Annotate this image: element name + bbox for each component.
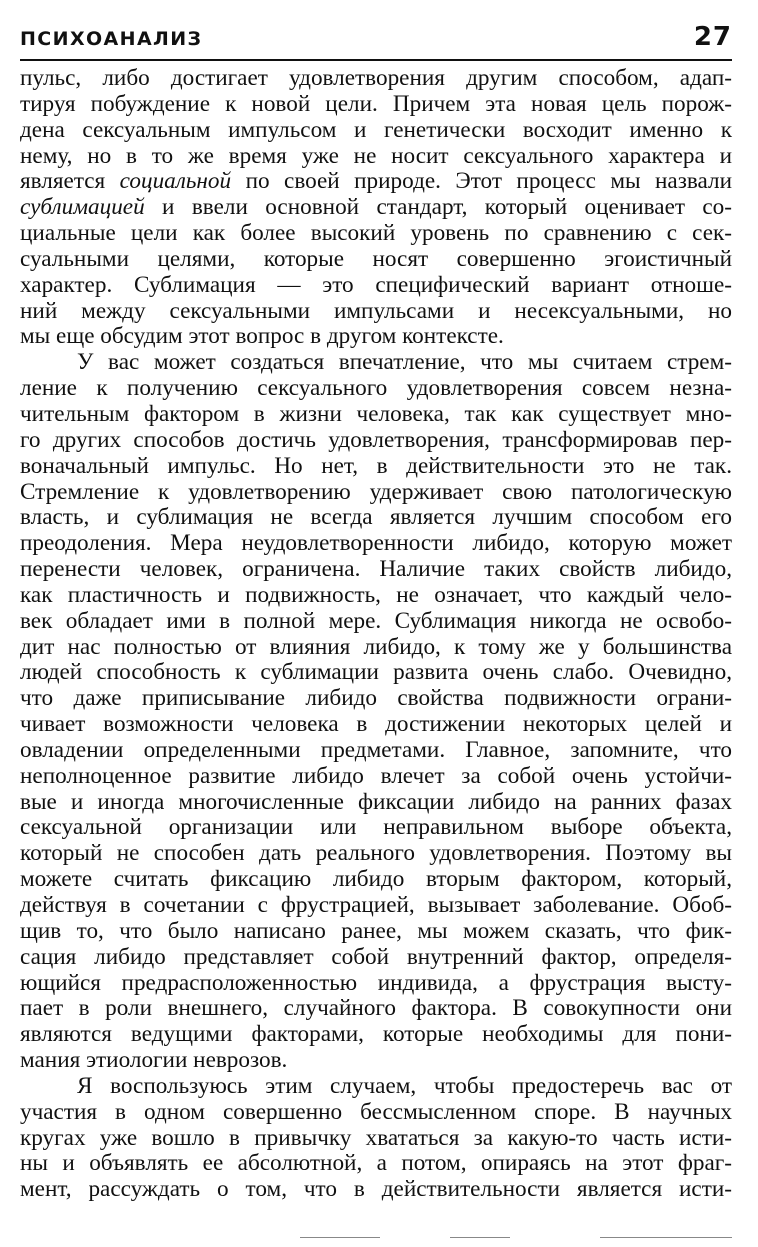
text-line	[20, 1100, 732, 1126]
text-run: дит нас полностью от влияния либидо, к тому же у большинства	[20, 633, 732, 660]
text-run: вые и иногда многочисленные фиксации либидо на ранних фазах	[20, 788, 732, 815]
text-line	[20, 557, 732, 583]
text-line	[20, 92, 732, 118]
text-run: можете считать фиксацию либидо вторым фактором, который,	[20, 866, 732, 893]
page-header	[20, 22, 732, 58]
text-line	[20, 583, 732, 609]
text-line	[20, 919, 732, 945]
text-line	[20, 867, 732, 893]
text-run: овладении определенными предметами. Главное, запомните, что	[20, 736, 732, 763]
text-line	[20, 480, 732, 506]
footer-scan-marks	[300, 1237, 732, 1241]
text-run: сексуальной организации или неправильном выборе объекта,	[20, 814, 732, 841]
text-line	[20, 945, 732, 971]
text-line	[20, 635, 732, 661]
text-run: людей способность к сублимации развита очень слабо. Очевидно,	[20, 659, 732, 686]
text-run: являются ведущими факторами, которые необходимы для пони-	[20, 1021, 732, 1048]
text-line	[20, 350, 732, 376]
text-line	[20, 247, 732, 273]
text-run: мы еще обсудим этот вопрос в другом контексте.	[20, 323, 504, 350]
text-run: как пластичность и подвижность, не означает, что каждый чело-	[20, 581, 732, 608]
text-run: власть, и сублимация не всегда является лучшим способом его	[20, 504, 732, 531]
text-line	[20, 1022, 732, 1048]
text-run: чивает возможности человека в достижении некоторых целей и	[20, 711, 732, 738]
text-line	[20, 531, 732, 557]
text-line	[20, 841, 732, 867]
text-line	[20, 1177, 732, 1203]
paragraph	[20, 66, 732, 350]
text-line	[20, 1151, 732, 1177]
text-run: мент, рассуждать о том, что в действительности является исти-	[20, 1176, 732, 1203]
text-run: ний между сексуальными импульсами и несексуальными, но	[20, 297, 732, 324]
text-line	[20, 454, 732, 480]
text-run: суальными целями, которые носят совершенно эгоистичный	[20, 245, 732, 272]
text-line	[20, 815, 732, 841]
text-run: является	[20, 168, 120, 195]
text-line	[20, 324, 732, 350]
text-line	[20, 738, 732, 764]
text-line	[20, 790, 732, 816]
text-run: по своей природе. Этот процесс мы назвали	[231, 168, 732, 195]
text-run: тируя побуждение к новой цели. Причем эта новая цель порож-	[20, 90, 732, 117]
text-run: участия в одном совершенно бессмысленном споре. В научных	[20, 1098, 732, 1125]
text-line	[20, 996, 732, 1022]
text-line	[20, 1048, 732, 1074]
text-line	[20, 195, 732, 221]
text-line	[20, 428, 732, 454]
text-line	[20, 221, 732, 247]
text-run: пульс, либо достигает удовлетворения другим способом, адап-	[20, 65, 732, 91]
text-run: что даже приписывание либидо свойства подвижности ограни-	[20, 685, 732, 712]
text-run: У вас может создаться впечатление, что мы считаем стрем-	[77, 349, 732, 376]
paragraph	[20, 1074, 732, 1203]
text-line	[20, 764, 732, 790]
text-run: Стремление к удовлетворению удерживает свою патологическую	[20, 478, 732, 505]
text-run: и ввели основной стандарт, который оценивает со-	[144, 194, 732, 221]
text-run: действуя в сочетании с фрустрацией, вызывает заболевание. Обоб-	[20, 892, 732, 918]
text-run: неполноценное развитие либидо влечет за собой очень устойчи-	[20, 762, 732, 789]
text-run: преодоления. Мера неудовлетворенности либидо, которую может	[20, 530, 732, 557]
text-run: го других способов достичь удовлетворения, трансформировав пер-	[20, 426, 732, 453]
text-run: Я воспользуюсь этим случаем, чтобы предостеречь вас от	[77, 1072, 732, 1099]
text-line	[20, 299, 732, 325]
text-run: ление к получению сексуального удовлетворения совсем незна-	[20, 375, 732, 402]
text-line	[20, 971, 732, 997]
text-line	[20, 1074, 732, 1100]
text-run: чительным фактором в жизни человека, так как существует мно-	[20, 400, 732, 427]
text-line	[20, 118, 732, 144]
text-line	[20, 505, 732, 531]
paragraph	[20, 350, 732, 1074]
text-line	[20, 609, 732, 635]
text-run: характер. Сублимация — это специфический вариант отноше-	[20, 271, 732, 298]
text-line	[20, 402, 732, 428]
text-run: щив то, что было написано ранее, мы можем сказать, что фик-	[20, 917, 732, 944]
text-run: мания этиологии неврозов.	[20, 1047, 288, 1074]
text-line	[20, 712, 732, 738]
text-line	[20, 660, 732, 686]
header-rule	[20, 59, 732, 61]
body-text	[20, 66, 732, 1203]
text-line	[20, 273, 732, 299]
text-run: нему, но в то же время уже не носит сексуального характера и	[20, 142, 732, 169]
text-run: воначальный импульс. Но нет, в действительности это не так.	[20, 452, 732, 479]
text-run: кругах уже вошло в привычку хвататься за какую-то часть исти-	[20, 1124, 732, 1151]
text-line	[20, 1126, 732, 1152]
text-run: ющийся предрасположенностью индивида, а фрустрация высту-	[20, 969, 732, 996]
text-run: циальные цели как более высокий уровень по сравнению с сек-	[20, 220, 732, 247]
text-run: век обладает ими в полной мере. Сублимация никогда не освобо-	[20, 607, 732, 634]
italic-term: социальной	[119, 168, 232, 195]
text-line	[20, 144, 732, 170]
italic-term: сублимацией	[20, 194, 145, 221]
text-run: пает в роли внешнего, случайного фактора. В совокупности они	[20, 995, 732, 1022]
text-run: который не способен дать реального удовлетворения. Поэтому вы	[20, 840, 732, 867]
running-title: ПСИХОАНАЛИЗ	[20, 28, 203, 50]
text-run: перенести человек, ограничена. Наличие таких свойств либидо,	[20, 556, 732, 583]
text-line	[20, 893, 732, 919]
text-run: дена сексуальным импульсом и генетически восходит именно к	[20, 116, 732, 143]
text-line	[20, 376, 732, 402]
text-run: ны и объявлять ее абсолютной, а потом, опираясь на этот фраг-	[20, 1150, 732, 1177]
text-line	[20, 686, 732, 712]
text-run: сация либидо представляет собой внутренний фактор, определя-	[20, 943, 732, 970]
text-line	[20, 66, 732, 92]
page-number: 27	[693, 22, 732, 52]
text-line	[20, 169, 732, 195]
